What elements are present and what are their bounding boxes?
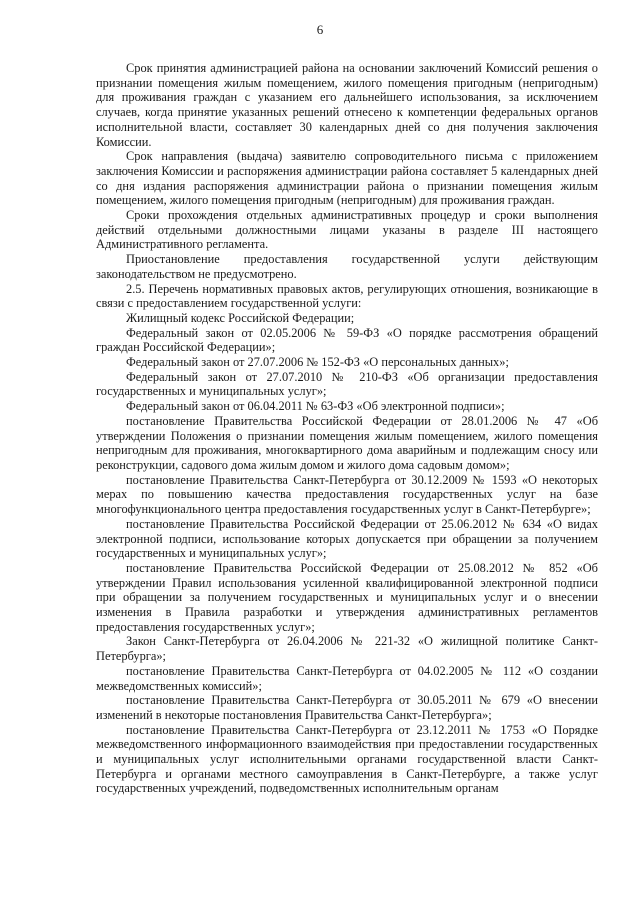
paragraph-resolution-1753: постановление Правительства Санкт-Петербурга от 23.12.2011 № 1753 «О Порядке межведомственного информационного взаимодействия при предоставлении государственных и муниципальных услуг исполнительными органами государственной власти Санкт-Петербурга и органами местного самоуправления в Санкт-Петербурге, а также услуг государственных учреждений, подведомственных исполнительным органам [96,722,598,796]
paragraph-section-2-5: 2.5. Перечень нормативных правовых актов, регулирующих отношения, возникающие в связи с предоставлением государственной услуги: [96,281,598,311]
paragraph-law-221-32: Закон Санкт-Петербурга от 26.04.2006 № 221-32 «О жилищной политике Санкт-Петербурга»; [96,634,598,664]
paragraph-letter-deadline: Срок направления (выдача) заявителю сопроводительного письма с приложением заключения Комиссии и распоряжения администрации района составляет 5 календарных дней со дня издания распоряжения администрации района о признании помещения жилым помещением, жилого помещения пригодным (непригодным) для проживания граждан. [96,149,598,208]
paragraph-resolution-47: постановление Правительства Российской Федерации от 28.01.2006 № 47 «Об утверждении Положения о признании помещения жилым помещением, жилого помещения непригодным для проживания, многоквартирного дома аварийным и подлежащим сносу или реконструкции, садового дома жилым домом и жилого дома садовым домом»; [96,413,598,472]
paragraph-resolution-852: постановление Правительства Российской Федерации от 25.08.2012 № 852 «Об утверждении Правил использования усиленной квалифицированной электронной подписи при обращении за получением государственных и муниципальных услуг и о внесении изменения в Правила разработки и утверждения административных регламентов предоставления государственных услуг»; [96,560,598,634]
paragraph-law-59-fz: Федеральный закон от 02.05.2006 № 59-ФЗ «О порядке рассмотрения обращений граждан Российской Федерации»; [96,325,598,355]
paragraph-law-152-fz: Федеральный закон от 27.07.2006 № 152-ФЗ «О персональных данных»; [126,355,509,370]
paragraph-decision-deadline: Срок принятия администрацией района на основании заключений Комиссий решения о признании помещения жилым помещением, жилого помещения пригодным (непригодным) для проживания граждан с указанием его дальнейшего использования, за исключением случаев, когда принятие указанных решений отнесено к компетенции федеральных органов исполнительной власти, составляет 30 календарных дней со дня получения заключения Комиссии. [96,61,598,149]
paragraph-law-210-fz: Федеральный закон от 27.07.2010 № 210-ФЗ «Об организации предоставления государственных и муниципальных услуг»; [96,369,598,399]
page-number: 6 [316,22,324,37]
document-body [96,61,598,796]
paragraph-resolution-1593: постановление Правительства Санкт-Петербурга от 30.12.2009 № 1593 «О некоторых мерах по повышению качества предоставления государственных услуг на базе многофункционального центра предоставления государственных услуг в Санкт-Петербурге»; [96,472,598,517]
paragraph-housing-code: Жилищный кодекс Российской Федерации; [126,310,355,325]
paragraph-procedure-deadlines: Сроки прохождения отдельных административных процедур и сроки выполнения действий отдельными должностными лицами указаны в разделе III настоящего Административного регламента. [96,208,598,252]
paragraph-law-63-fz: Федеральный закон от 06.04.2011 № 63-ФЗ «Об электронной подписи»; [126,399,505,414]
paragraph-resolution-112: постановление Правительства Санкт-Петербурга от 04.02.2005 № 112 «О создании межведомственных комиссий»; [96,663,598,693]
paragraph-resolution-634: постановление Правительства Российской Федерации от 25.06.2012 № 634 «О видах электронной подписи, использование которых допускается при обращении за получением государственных и муниципальных услуг»; [96,516,598,561]
paragraph-suspension: Приостановление предоставления государственной услуги действующим законодательством не предусмотрено. [96,252,598,281]
paragraph-resolution-679: постановление Правительства Санкт-Петербурга от 30.05.2011 № 679 «О внесении изменений в некоторые постановления Правительства Санкт-Петербурга»; [96,693,598,722]
